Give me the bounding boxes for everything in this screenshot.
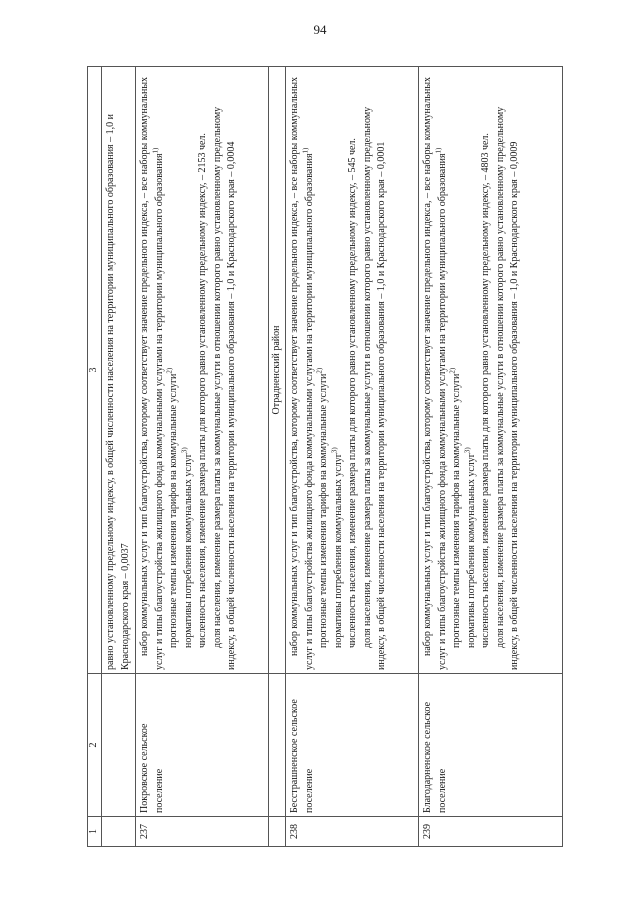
service-set-text: набор коммунальных услуг и тип благоустройства, которому соответствует значение предельного индекса, – все наборы коммунальных услуг и типы благоустройства жилищного фонда коммунальными услугами на территории муниципального образования$^{1)}$: [289, 76, 315, 670]
table-row-continuation: [102, 67, 136, 847]
population-share-text: доля населения, изменение размера платы за коммунальные услуги в отношении которого равно установленному предельному индексу, в общей численности населения на территории муниципального образования – 1,0 и Краснодарского края – 0,0001: [361, 106, 387, 670]
tariff-rate-text: прогнозные темпы изменения тарифов на коммунальные услуги$^{2)}$: [165, 367, 179, 648]
cell-empty: [269, 674, 286, 817]
row-number: 238: [286, 817, 419, 847]
table-row: [286, 67, 419, 847]
header-col-2: 2: [88, 674, 102, 817]
population-count-text: численность населения, изменение размера платы для которого равно установленному предельному индексу, – 2153 чел.: [197, 133, 208, 648]
district-header-row: [269, 67, 286, 847]
row-description: [286, 67, 419, 674]
consumption-norm-text: нормативы потребления коммунальных услуг$^{3)}$: [463, 447, 477, 648]
settlement-name: Бесстрашненское сельское поселение: [286, 674, 419, 817]
row-description: [419, 67, 563, 674]
population-share-text: доля населения, изменение размера платы за коммунальные услуги в отношении которого равно установленному предельному индексу, в общей численности населения на территории муниципального образования – 1,0 и Краснодарского края – 0,0009: [494, 106, 520, 670]
tariff-rate-text: прогнозные темпы изменения тарифов на коммунальные услуги$^{2)}$: [448, 367, 462, 648]
service-set-text: набор коммунальных услуг и тип благоустройства, которому соответствует значение предельного индекса, – все наборы коммунальных услуг и типы благоустройства жилищного фонда коммунальными услугами на территории муниципального образования$^{1)}$: [139, 76, 165, 670]
district-title: Отрадненский район: [269, 67, 286, 674]
settlement-name: Благодарненское сельское поселение: [419, 674, 563, 817]
table-row: [136, 67, 269, 847]
row-number: 239: [419, 817, 563, 847]
header-col-1: 1: [88, 817, 102, 847]
cell-empty: [269, 817, 286, 847]
population-share-text: доля населения, изменение размера платы за коммунальные услуги в отношении которого равно установленному предельному индексу, в общей численности населения на территории муниципального образования – 1,0 и Краснодарского края – 0,0004: [211, 106, 237, 670]
tariff-index-table: [87, 66, 563, 847]
population-count-text: численность населения, изменение размера платы для которого равно установленному предельному индексу, – 4803 чел.: [480, 133, 491, 648]
header-col-3: 3: [88, 67, 102, 674]
table-header-row: [88, 67, 102, 847]
table-row: [419, 67, 563, 847]
continuation-text: равно установленному предельному индексу, в общей численности населения на территории муниципального образования – 1,0 и Краснодарского края – 0,0037: [102, 67, 136, 674]
tariff-rate-text: прогнозные темпы изменения тарифов на коммунальные услуги$^{2)}$: [315, 367, 329, 648]
row-number: 237: [136, 817, 269, 847]
population-count-text: численность населения, изменение размера платы для которого равно установленному предельному индексу, – 545 чел.: [347, 138, 358, 648]
cell-empty: [102, 817, 136, 847]
service-set-text: набор коммунальных услуг и тип благоустройства, которому соответствует значение предельного индекса, – все наборы коммунальных услуг и типы благоустройства жилищного фонда коммунальными услугами на территории муниципального образования$^{1)}$: [422, 76, 448, 670]
cell-empty: [102, 674, 136, 817]
consumption-norm-text: нормативы потребления коммунальных услуг$^{3)}$: [330, 447, 344, 648]
row-description: [136, 67, 269, 674]
page-number: 94: [313, 22, 327, 37]
rotated-table-wrapper: [87, 67, 563, 847]
consumption-norm-text: нормативы потребления коммунальных услуг$^{3)}$: [180, 447, 194, 648]
settlement-name: Покровское сельское поселение: [136, 674, 269, 817]
